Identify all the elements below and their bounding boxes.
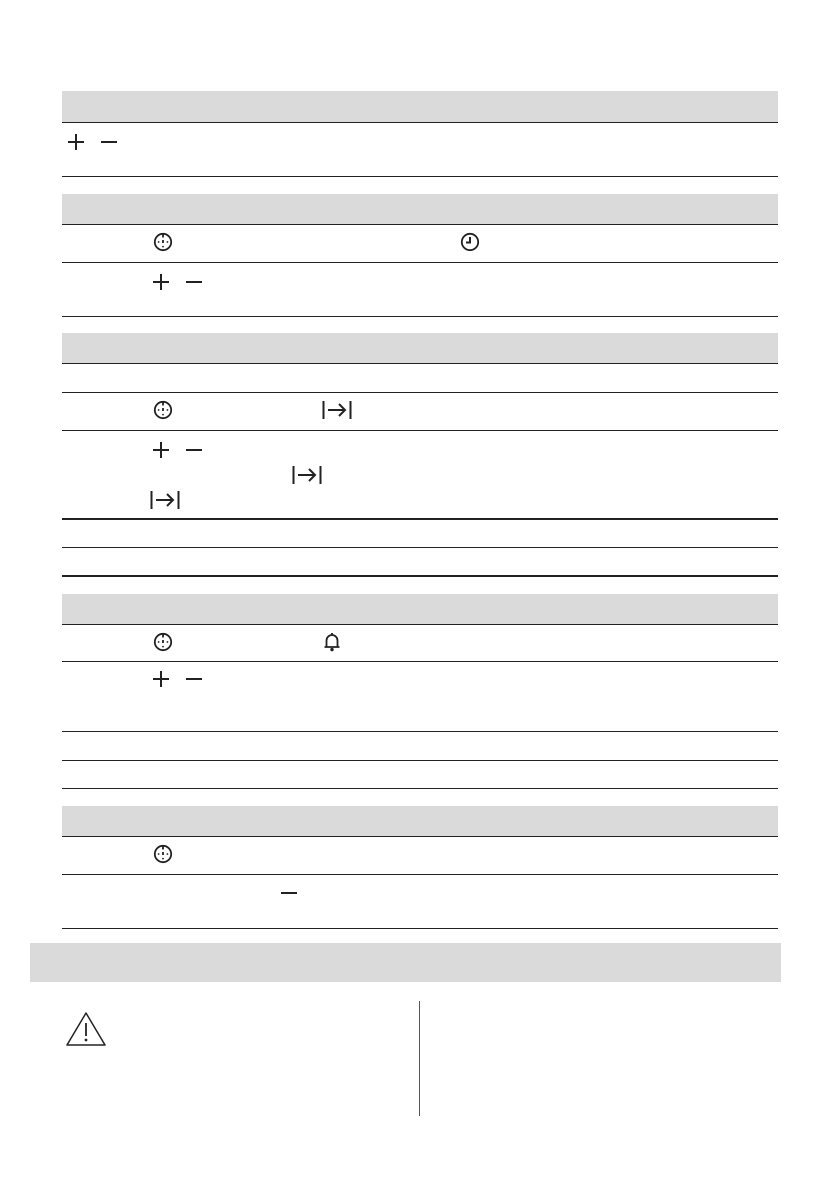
table-header-band-5 — [62, 806, 778, 836]
plus-icon — [152, 273, 170, 291]
skip-to-end-icon — [292, 465, 322, 485]
table-rule — [62, 224, 778, 225]
plus-icon — [67, 133, 85, 151]
table-rule — [62, 392, 778, 393]
minus-icon — [100, 133, 118, 151]
table-rule — [62, 518, 778, 520]
table-rule — [62, 788, 778, 789]
plus-icon — [152, 670, 170, 688]
table-rule — [62, 836, 778, 837]
table-rule — [62, 624, 778, 625]
table-rule — [62, 760, 778, 761]
table-rule — [62, 316, 778, 317]
warning-triangle-icon — [65, 1011, 107, 1047]
column-divider — [419, 1001, 420, 1116]
timer-icon — [153, 844, 173, 864]
clock-icon — [460, 232, 480, 252]
table-rule — [62, 575, 778, 577]
table-rule — [62, 176, 778, 177]
table-rule — [62, 661, 778, 662]
minus-icon — [185, 273, 203, 291]
table-rule — [62, 547, 778, 548]
timer-icon — [153, 400, 173, 420]
table-header-band-4 — [62, 594, 778, 624]
table-rule — [62, 731, 778, 732]
table-rule — [62, 430, 778, 431]
table-header-band-3 — [62, 333, 778, 363]
plus-icon — [152, 441, 170, 459]
bell-icon — [323, 632, 341, 652]
timer-icon — [153, 632, 173, 652]
table-rule — [62, 262, 778, 263]
table-rule — [62, 122, 778, 123]
table-rule — [62, 363, 778, 364]
minus-icon — [185, 441, 203, 459]
section-header-band — [30, 943, 781, 982]
table-rule — [62, 874, 778, 875]
table-header-band-1 — [62, 91, 778, 122]
minus-icon — [280, 884, 298, 902]
minus-icon — [185, 670, 203, 688]
skip-to-end-icon — [322, 400, 352, 420]
table-rule — [62, 928, 778, 929]
timer-icon — [153, 232, 173, 252]
skip-to-end-icon — [150, 490, 180, 510]
table-header-band-2 — [62, 194, 778, 224]
